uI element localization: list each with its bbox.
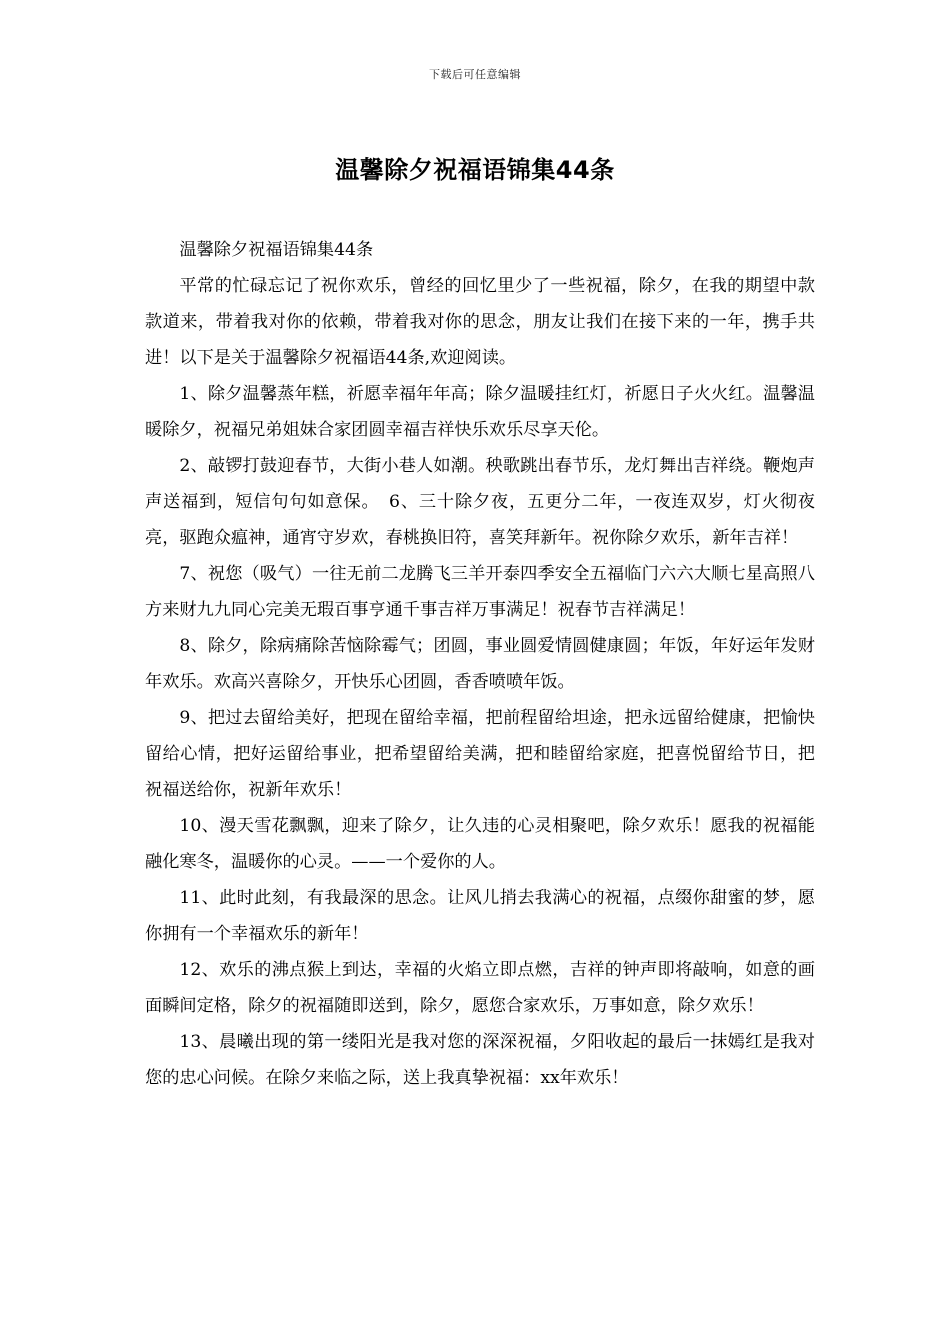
paragraph-item-9: 9、把过去留给美好，把现在留给幸福，把前程留给坦途，把永远留给健康，把愉快留给心情，把好运留给事业，把希望留给美满，把和睦留给家庭，把喜悦留给节日，把祝福送给你，祝新年欢乐！ <box>145 708 815 800</box>
paragraph-intro: 平常的忙碌忘记了祝你欢乐，曾经的回忆里少了一些祝福，除夕，在我的期望中款款道来，带着我对你的依赖，带着我对你的思念，朋友让我们在接下来的一年，携手共进！以下是关于温馨除夕祝福语44条,欢迎阅读。 <box>145 276 815 368</box>
paragraph-subtitle: 温馨除夕祝福语锦集44条 <box>179 240 374 260</box>
paragraph-item-1: 1、除夕温馨蒸年糕，祈愿幸福年年高；除夕温暖挂红灯，祈愿日子火火红。温馨温暖除夕，祝福兄弟姐妹合家团圆幸福吉祥快乐欢乐尽享天伦。 <box>145 384 815 440</box>
paragraph-item-13: 13、晨曦出现的第一缕阳光是我对您的深深祝福，夕阳收起的最后一抹嫣红是我对您的忠心问候。在除夕来临之际，送上我真挚祝福：xx年欢乐！ <box>145 1032 815 1088</box>
paragraph-item-11: 11、此时此刻，有我最深的思念。让风儿捎去我满心的祝福，点缀你甜蜜的梦，愿你拥有一个幸福欢乐的新年！ <box>145 888 815 944</box>
paragraph-item-7: 7、祝您（吸气）一往无前二龙腾飞三羊开泰四季安全五福临门六六大顺七星高照八方来财九九同心完美无瑕百事亨通千事吉祥万事满足！祝春节吉祥满足！ <box>145 564 815 620</box>
header-note: 下载后可任意编辑 <box>429 68 521 81</box>
paragraph-item-10: 10、漫天雪花飘飘，迎来了除夕，让久违的心灵相聚吧，除夕欢乐！愿我的祝福能融化寒冬，温暖你的心灵。——一个爱你的人。 <box>145 816 815 872</box>
document-title: 温馨除夕祝福语锦集44条 <box>335 156 615 184</box>
paragraph-item-8: 8、除夕，除病痛除苦恼除霉气；团圆，事业圆爱情圆健康圆；年饭，年好运年发财年欢乐。欢高兴喜除夕，开快乐心团圆，香香喷喷年饭。 <box>145 636 815 692</box>
paragraph-item-12: 12、欢乐的沸点猴上到达，幸福的火焰立即点燃，吉祥的钟声即将敲响，如意的画面瞬间定格，除夕的祝福随即送到，除夕，愿您合家欢乐，万事如意，除夕欢乐！ <box>145 960 815 1016</box>
paragraph-item-2-6: 2、敲锣打鼓迎春节，大街小巷人如潮。秧歌跳出春节乐，龙灯舞出吉祥绕。鞭炮声声送福到，短信句句如意保。 6、三十除夕夜，五更分二年，一夜连双岁，灯火彻夜亮，驱跑众瘟神，通宵守岁欢，春桃换旧符，喜笑拜新年。祝你除夕欢乐，新年吉祥！ <box>145 456 815 548</box>
document-body <box>145 232 815 1096</box>
